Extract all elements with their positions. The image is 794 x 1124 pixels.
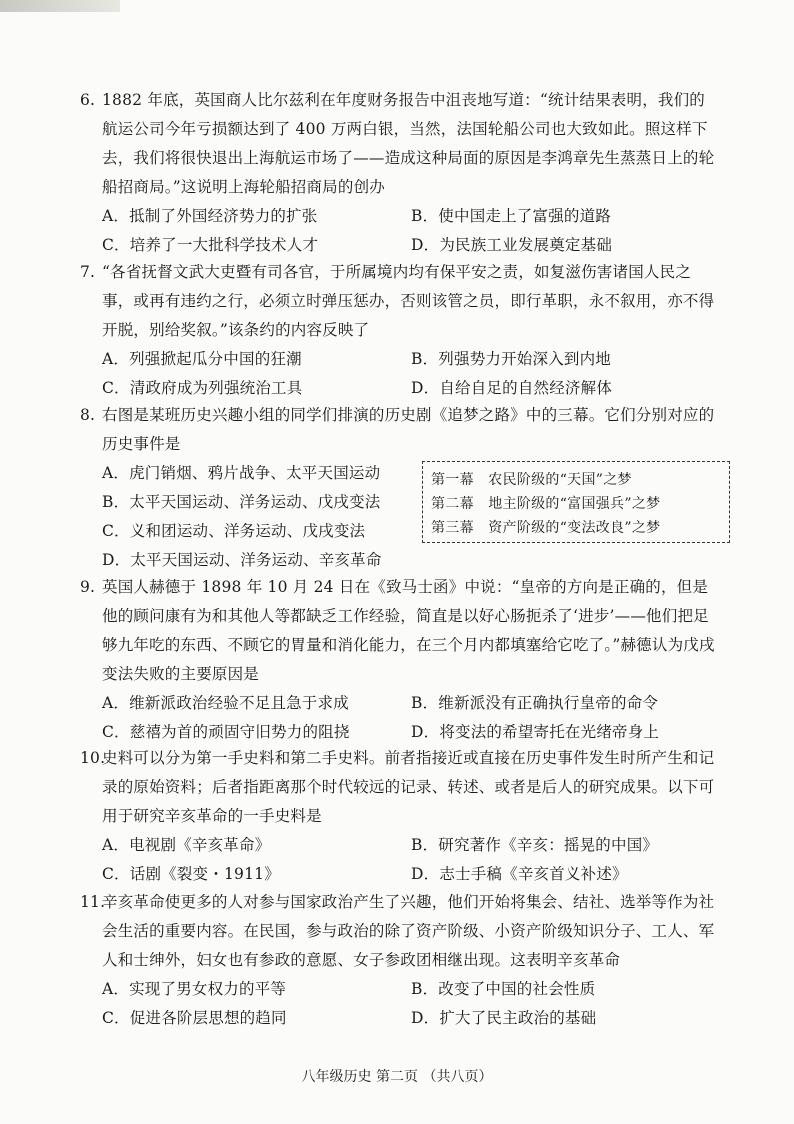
option-a: A．实现了男女权力的平等 [102,980,287,998]
question-text: “各省抚督文武大吏暨有司各官，于所属境内均有保平安之责，如复滋伤害诸国人民之事，或再有违约之行，必须立时弹压惩办，否则该管之员，即行革职，永不叙用，亦不得开脱，别给奖叙。”该条约的内容反映了 [102,263,715,339]
option-a: A．虎门销烟、鸦片战争、太平天国运动 [102,464,381,482]
options [80,202,720,260]
question-number: 7. [80,263,96,281]
question-9 [80,573,720,747]
options [80,975,720,1033]
option-b: B．维新派没有正确执行皇帝的命令 [411,694,659,712]
option-c: C．清政府成为列强统治工具 [102,379,303,397]
option-b: B．列强势力开始深入到内地 [411,350,611,368]
option-d: D．志士手稿《辛亥首义补述》 [411,865,628,883]
option-c: C．培养了一大批科学技术人才 [102,236,319,254]
question-6 [80,86,720,260]
question-number: 8. [80,406,96,424]
option-d: D．为民族工业发展奠定基础 [411,236,613,254]
question-number: 10. [80,749,106,767]
question-number: 9. [80,578,96,596]
option-b: B．研究著作《辛亥：摇晃的中国》 [411,836,659,854]
act-one: 第一幕 农民阶级的“天国”之梦 [431,472,632,488]
question-stem [80,401,720,459]
option-d: D．自给自足的自然经济解体 [411,379,613,397]
option-b: B．改变了中国的社会性质 [411,980,596,998]
question-stem [80,888,720,975]
scan-header-mark [0,0,120,12]
question-text: 右图是某班历史兴趣小组的同学们排演的历史剧《追梦之路》中的三幕。它们分别对应的历史事件是 [102,406,715,453]
question-stem [80,86,720,202]
option-a: A．电视剧《辛亥革命》 [102,836,271,854]
question-text: 1882 年底，英国商人比尔兹利在年度财务报告中沮丧地写道：“统计结果表明，我们的航运公司今年亏损额达到了 400 万两白银，当然，法国轮船公司也大致如此。照这样下去，我们将很快退出上海航运市场了——造成这种局面的原因是李鸿章先生蒸蒸日上的轮船招商局。”这说明上海轮船招商局的创办 [102,91,715,196]
drama-acts-box [422,461,730,543]
option-a: A．抵制了外国经济势力的扩张 [102,207,318,225]
act-two: 第二幕 地主阶级的“富国强兵”之梦 [431,496,661,512]
option-c: C．促进各阶层思想的趋同 [102,1009,287,1027]
question-number: 6. [80,91,96,109]
question-11 [80,888,720,1033]
option-c: C．话剧《裂变・1911》 [102,865,280,883]
option-d: D．扩大了民主政治的基础 [411,1009,597,1027]
option-a: A．维新派政治经验不足且急于求成 [102,694,349,712]
question-number: 11. [80,893,106,911]
page-footer: 八年级历史 第二页 （共八页） [301,1069,493,1085]
options [80,345,720,403]
question-text: 史料可以分为第一手史料和第二手史料。前者指接近或直接在历史事件发生时所产生和记录的原始资料；后者指距离那个时代较远的记录、转述、或者是后人的研究成果。以下可用于研究辛亥革命的一手史料是 [102,749,715,825]
question-text: 英国人赫德于 1898 年 10 月 24 日在《致马士函》中说：“皇帝的方向是正确的，但是他的顾问康有为和其他人等都缺乏工作经验，简直是以好心肠扼杀了‘进步’——他们把足够九年吃的东西、不顾它的胃量和消化能力，在三个月内都填塞给它吃了。”赫德认为戊戌变法失败的主要原因是 [102,578,715,683]
question-stem [80,573,720,689]
option-a: A．列强掀起瓜分中国的狂潮 [102,350,302,368]
option-b: B．使中国走上了富强的道路 [411,207,611,225]
act-three: 第三幕 资产阶级的“变法改良”之梦 [431,520,661,536]
question-10 [80,744,720,889]
question-text: 辛亥革命使更多的人对参与国家政治产生了兴趣，他们开始将集会、结社、选举等作为社会生活的重要内容。在民国，参与政治的除了资产阶级、小资产阶级知识分子、工人、军人和士绅外，妇女也有参政的意愿、女子参政团相继出现。这表明辛亥革命 [102,893,715,969]
question-stem [80,744,720,831]
question-7 [80,258,720,403]
options [80,831,720,889]
option-c: C．慈禧为首的顽固守旧势力的阻挠 [102,723,350,741]
options [80,689,720,747]
option-b: B．太平天国运动、洋务运动、戊戌变法 [102,493,381,511]
question-stem [80,258,720,345]
option-d: D．太平天国运动、洋务运动、辛亥革命 [102,551,382,569]
option-c: C．义和团运动、洋务运动、戊戌变法 [102,522,366,540]
option-d: D．将变法的希望寄托在光绪帝身上 [411,723,660,741]
